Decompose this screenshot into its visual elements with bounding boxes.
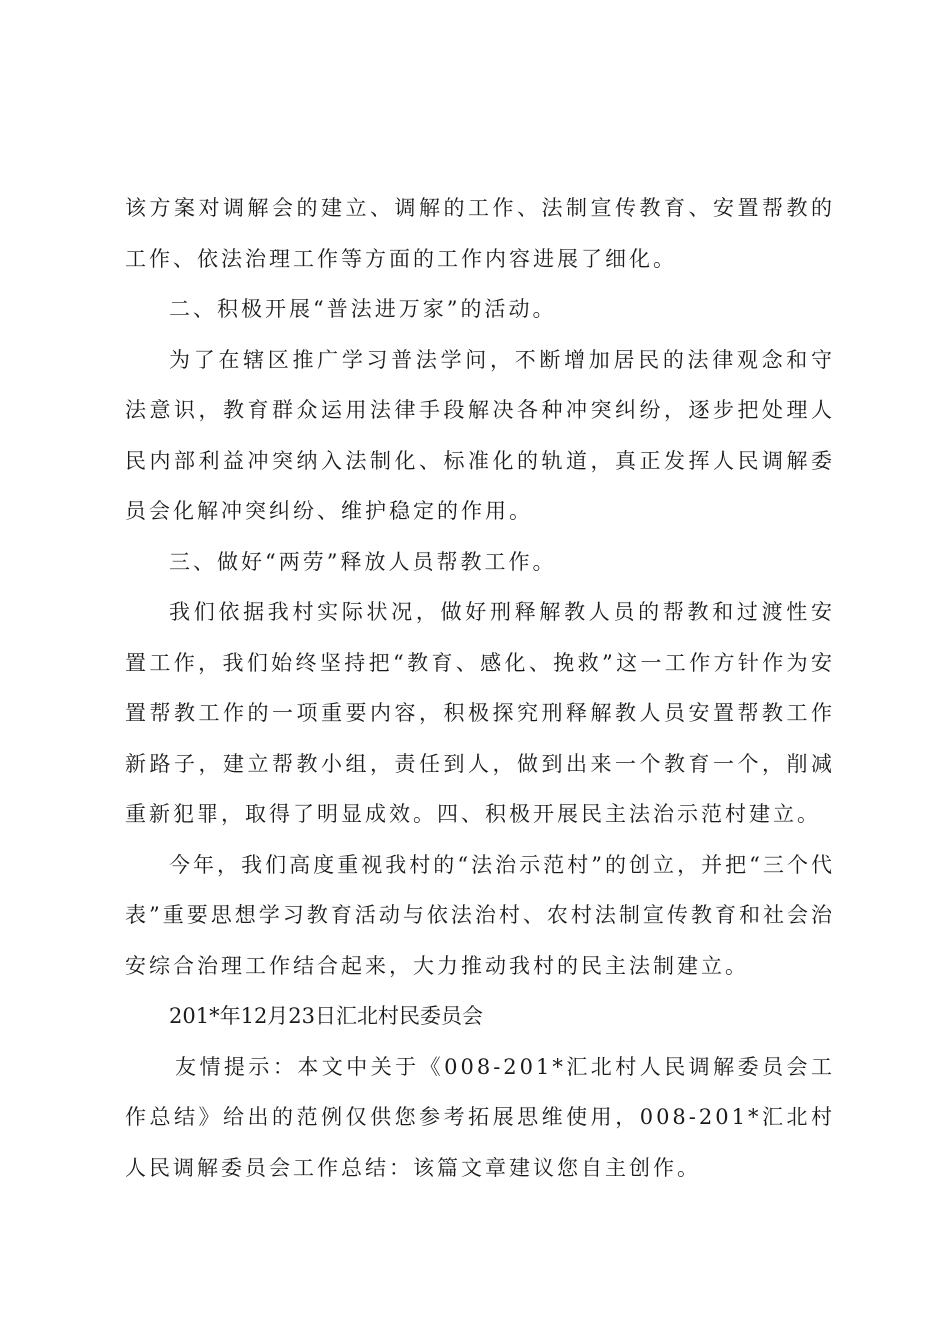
- paragraph-model-village: 今年，我们高度重视我村的“法治示范村”的创立，并把“三个代表”重要思想学习教育活动与依法治村、农村法制宣传教育和社会治安综合治理工作结合起来，大力推动我村的民主法制建立。: [125, 852, 835, 978]
- section-heading-2: 二、积极开展“普法进万家”的活动。: [169, 297, 557, 321]
- paragraph-detail-scope: 该方案对调解会的建立、调解的工作、法制宣传教育、安置帮教的工作、依法治理工作等方面的工作内容进展了细化。: [125, 196, 835, 271]
- document-body: [125, 183, 835, 1193]
- paragraph-rehabilitation: 我们依据我村实际状况，做好刑释解教人员的帮教和过渡性安置工作，我们始终坚持把“教育、感化、挽救”这一工作方针作为安置帮教工作的一项重要内容，积极探究刑释解教人员安置帮教工作新路子，建立帮教小组，责任到人，做到出来一个教育一个，削减重新犯罪，取得了明显成效。四、积极开展民主法治示范村建立。: [125, 600, 835, 826]
- paragraph-legal-promotion: 为了在辖区推广学习普法学问，不断增加居民的法律观念和守法意识，教育群众运用法律手段解决各种冲突纠纷，逐步把处理人民内部利益冲突纳入法制化、标准化的轨道，真正发挥人民调解委员会化解冲突纠纷、维护稳定的作用。: [125, 347, 835, 523]
- signature-date-line: 201*年12月23日汇北村民委员会: [169, 1004, 484, 1028]
- section-heading-3: 三、做好“两劳”释放人员帮教工作。: [169, 549, 557, 574]
- friendly-tip-note: 友情提示：本文中关于《008-201*汇北村人民调解委员会工作总结》给出的范例仅供您参考拓展思维使用，008-201*汇北村人民调解委员会工作总结：该篇文章建议您自主创作。: [125, 1054, 835, 1180]
